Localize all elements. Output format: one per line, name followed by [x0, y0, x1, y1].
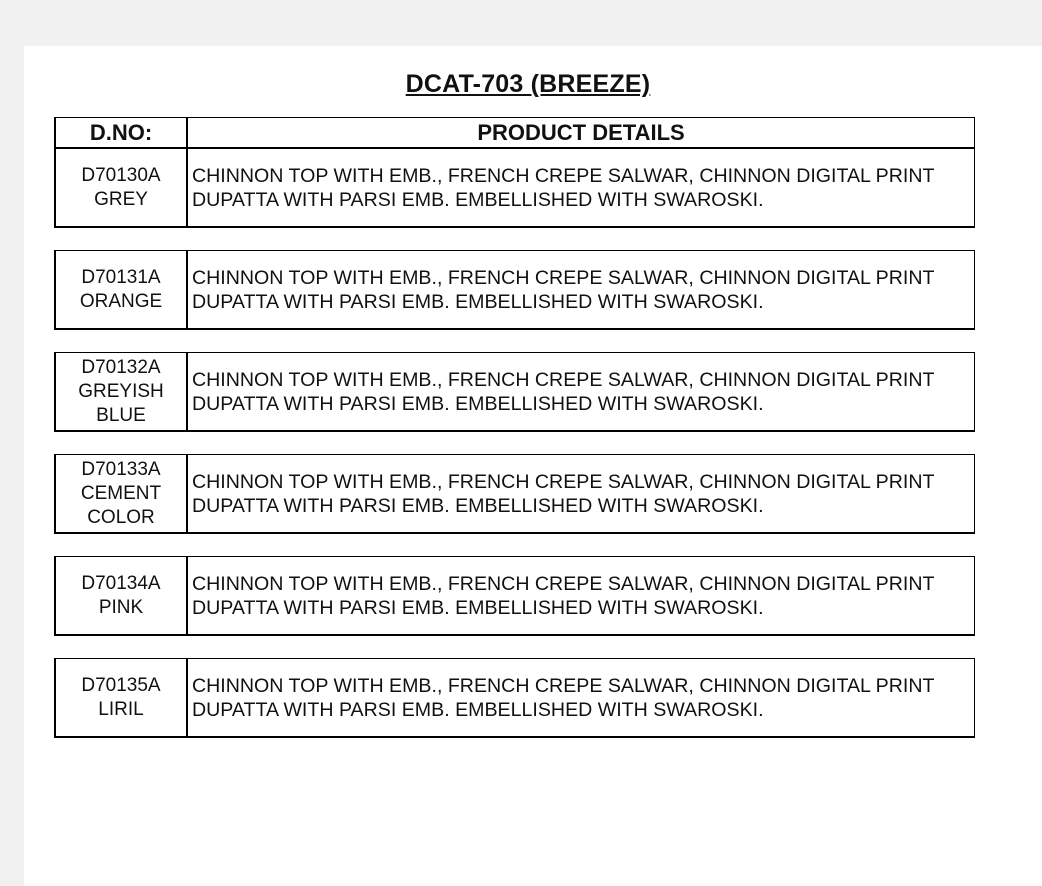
product-row: [54, 352, 975, 432]
details-line: DUPATTA WITH PARSI EMB. EMBELLISHED WITH SWAROSKI.: [192, 392, 764, 415]
product-row: [54, 148, 975, 228]
design-cell: [56, 149, 188, 226]
design-code: D70132A: [81, 356, 161, 378]
details-line: DUPATTA WITH PARSI EMB. EMBELLISHED WITH SWAROSKI.: [192, 596, 764, 619]
details-cell: [188, 251, 974, 328]
details-line: DUPATTA WITH PARSI EMB. EMBELLISHED WITH SWAROSKI.: [192, 494, 764, 517]
design-color: COLOR: [87, 506, 155, 528]
details-line: DUPATTA WITH PARSI EMB. EMBELLISHED WITH SWAROSKI.: [192, 290, 764, 313]
design-code: D70130A: [81, 164, 161, 186]
details-line: DUPATTA WITH PARSI EMB. EMBELLISHED WITH SWAROSKI.: [192, 698, 764, 721]
design-code: D70135A: [81, 674, 161, 696]
design-cell: [56, 353, 188, 430]
details-cell: [188, 353, 974, 430]
details-line: CHINNON TOP WITH EMB., FRENCH CREPE SALWAR, CHINNON DIGITAL PRINT: [192, 368, 935, 391]
product-row: [54, 556, 975, 636]
column-header-product-details: PRODUCT DETAILS: [477, 119, 685, 145]
details-line: CHINNON TOP WITH EMB., FRENCH CREPE SALWAR, CHINNON DIGITAL PRINT: [192, 266, 935, 289]
design-code: D70133A: [81, 458, 161, 480]
details-cell: [188, 455, 974, 532]
details-cell: [188, 149, 974, 226]
design-code: D70131A: [81, 266, 161, 288]
product-row: [54, 454, 975, 534]
document-page: [24, 46, 1042, 886]
details-line: CHINNON TOP WITH EMB., FRENCH CREPE SALWAR, CHINNON DIGITAL PRINT: [192, 164, 935, 187]
design-cell: [56, 659, 188, 736]
details-line: DUPATTA WITH PARSI EMB. EMBELLISHED WITH SWAROSKI.: [192, 188, 764, 211]
product-row: [54, 658, 975, 738]
details-line: CHINNON TOP WITH EMB., FRENCH CREPE SALWAR, CHINNON DIGITAL PRINT: [192, 572, 935, 595]
details-line: CHINNON TOP WITH EMB., FRENCH CREPE SALWAR, CHINNON DIGITAL PRINT: [192, 674, 935, 697]
design-code: D70134A: [81, 572, 161, 594]
product-row: [54, 250, 975, 330]
details-line: CHINNON TOP WITH EMB., FRENCH CREPE SALWAR, CHINNON DIGITAL PRINT: [192, 470, 935, 493]
design-cell: [56, 251, 188, 328]
design-color: CEMENT: [80, 482, 162, 504]
design-color: ORANGE: [79, 290, 163, 312]
details-cell: [188, 659, 974, 736]
page-title: DCAT-703 (BREEZE): [405, 70, 651, 98]
design-color: PINK: [98, 596, 144, 618]
column-header-design-no: D.NO:: [56, 118, 188, 147]
details-cell: [188, 557, 974, 634]
design-cell: [56, 455, 188, 532]
design-color: LIRIL: [98, 698, 144, 720]
design-cell: [56, 557, 188, 634]
design-color: GREY: [94, 188, 148, 210]
table-header: [54, 117, 975, 149]
design-color: GREYISH: [78, 380, 164, 402]
design-color: BLUE: [96, 404, 146, 426]
